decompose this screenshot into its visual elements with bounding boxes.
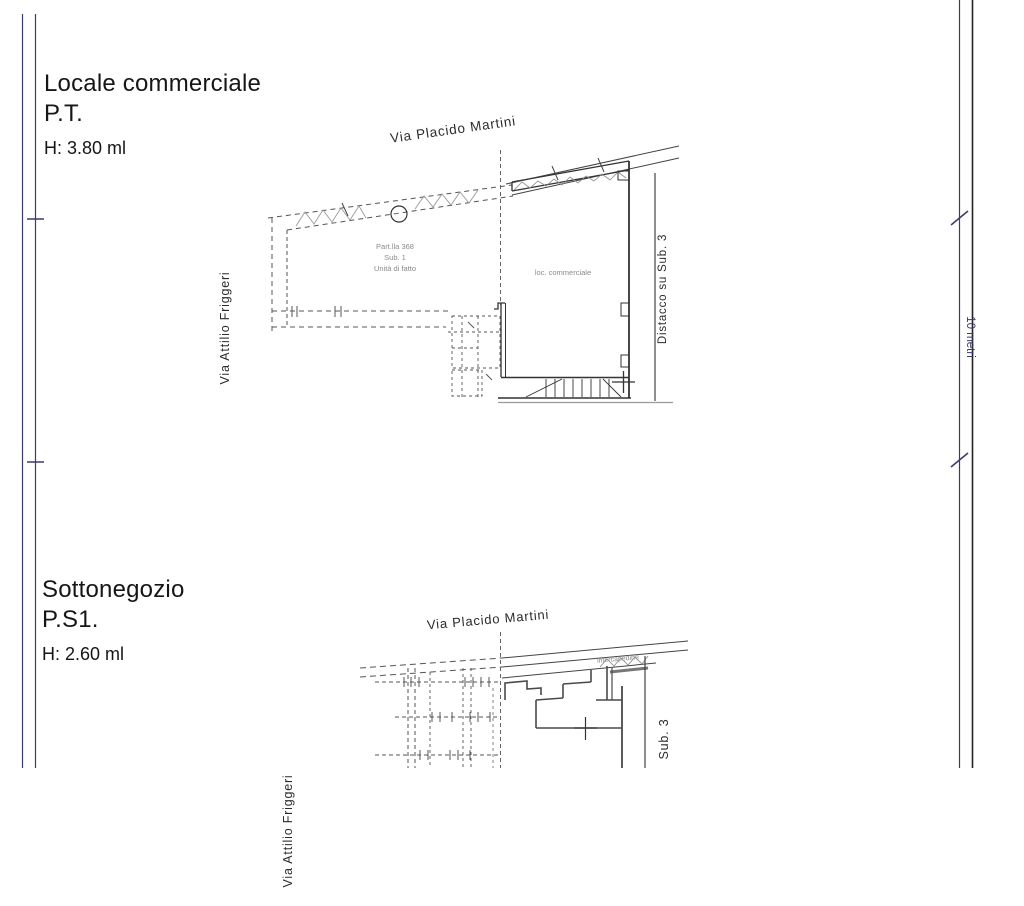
- plan1-street-top-label: Via Placido Martini: [389, 113, 517, 146]
- parcel-unit: Unità di fatto: [373, 264, 417, 273]
- plan2-street-top-label: Via Placido Martini: [426, 606, 550, 633]
- plan2-detachment-label: Sub. 3: [657, 718, 671, 760]
- upper-plan: [268, 146, 679, 403]
- scale-bar-label: 10 metri: [964, 316, 976, 358]
- plan1-detachment-label: Distacco su Sub. 3: [657, 233, 669, 345]
- plan2-title: Sottonegozio: [42, 576, 185, 603]
- plan1-parcel-annotation: [345, 241, 445, 274]
- plan1-title: Locale commerciale: [44, 70, 262, 97]
- plan2-floor-label: P.S1.: [42, 606, 99, 633]
- plan1-floor-label: P.T.: [44, 100, 84, 127]
- plan1-room-label: loc. commerciale: [534, 268, 592, 277]
- plan2-street-left-label: Via Attilio Friggeri: [281, 774, 295, 888]
- parcel-number: Part.lla 368: [376, 242, 414, 251]
- plan1-street-left-label: Via Attilio Friggeri: [218, 271, 232, 385]
- parcel-sub: Sub. 1: [384, 253, 406, 262]
- plan1-height-label: H: 3.80 ml: [44, 138, 127, 158]
- plan2-height-label: H: 2.60 ml: [42, 644, 125, 664]
- plan2-gap-label: intercapedine: [596, 654, 640, 665]
